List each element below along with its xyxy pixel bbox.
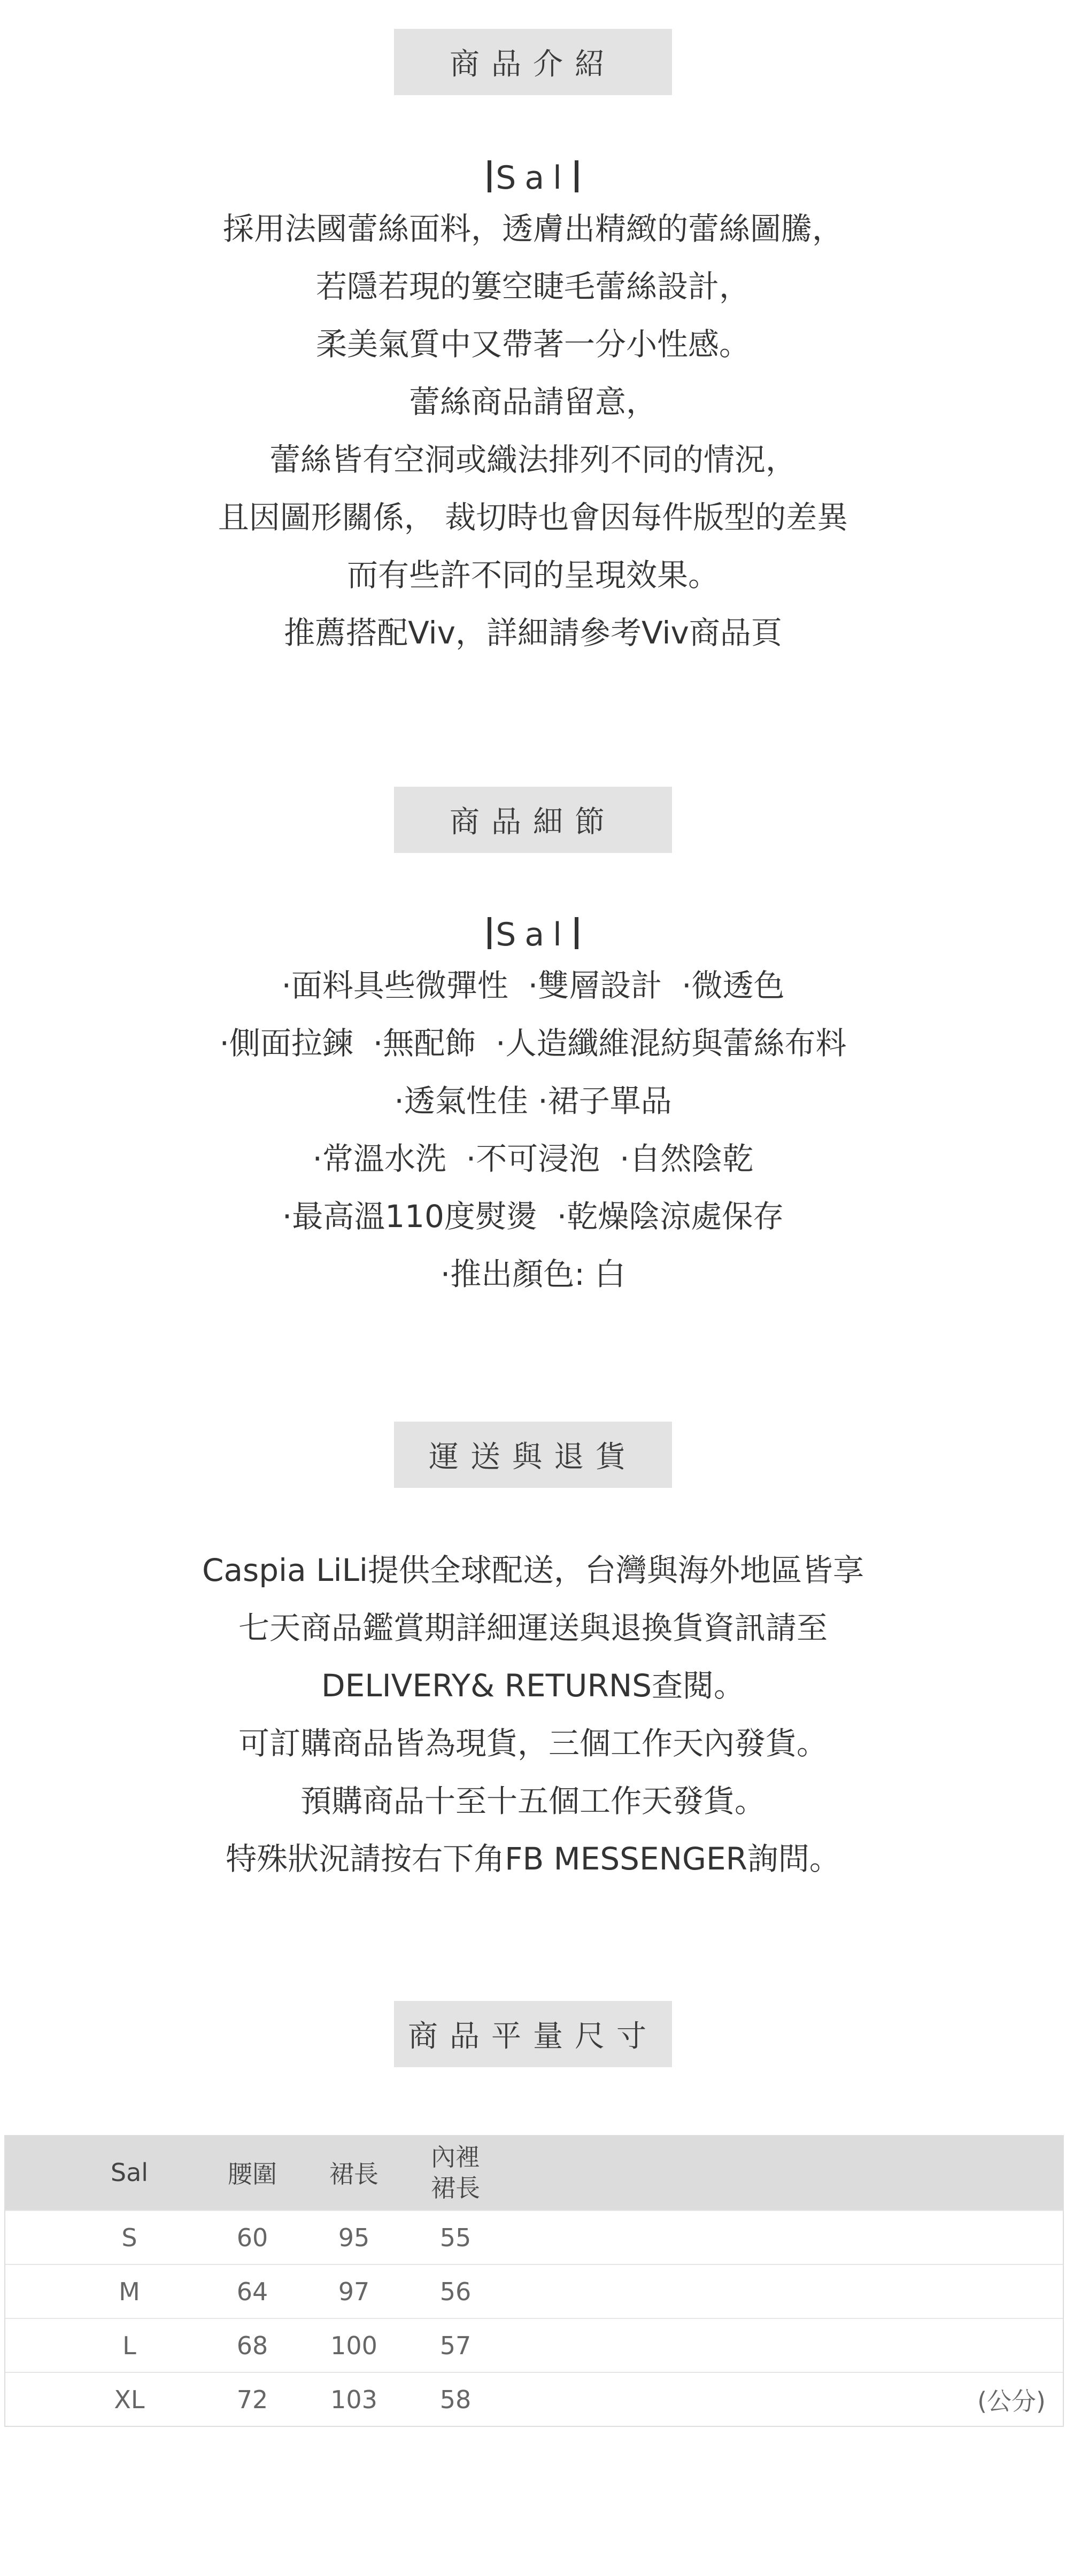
col-header-skirt-length: 裙長	[329, 2160, 378, 2189]
unit-label: (公分)	[977, 2386, 1046, 2416]
details-line: ·常溫水洗 ·不可浸泡 ·自然陰乾	[312, 1140, 754, 1177]
table-row	[5, 2372, 1063, 2426]
section-header-details: 商品細節	[394, 787, 672, 853]
waist-cell: 64	[236, 2277, 268, 2306]
skirt-length-cell: 103	[330, 2385, 377, 2414]
intro-line: 柔美氣質中又帶著一分小性感。	[315, 326, 750, 362]
skirt-length-cell: 100	[330, 2331, 377, 2360]
shipping-line: 可訂購商品皆為現貨，三個工作天內發貨。	[238, 1725, 828, 1762]
lining-length-cell: 56	[439, 2277, 472, 2306]
size-cell: S	[121, 2223, 137, 2252]
product-name-text: Sal	[496, 159, 570, 197]
divider-bar	[488, 917, 491, 949]
size-cell: L	[122, 2331, 136, 2360]
size-cell: M	[119, 2277, 140, 2306]
shipping-line: 預購商品十至十五個工作天發貨。	[300, 1783, 766, 1819]
table-row	[5, 2264, 1063, 2318]
divider-bar	[575, 917, 578, 949]
divider-bar	[575, 160, 578, 192]
product-name	[0, 154, 1066, 202]
intro-line: 若隱若現的簍空睫毛蕾絲設計，	[315, 268, 750, 305]
details-line: ·推出顏色: 白	[440, 1256, 626, 1292]
intro-block	[0, 154, 1066, 662]
col-header-lining-line2: 裙長	[431, 2174, 480, 2202]
shipping-block	[0, 1541, 1066, 1888]
waist-cell: 72	[236, 2385, 268, 2414]
waist-cell: 68	[236, 2331, 268, 2360]
col-header-lining-length	[402, 2135, 509, 2210]
size-table	[4, 2135, 1064, 2427]
intro-line: 採用法國蕾絲面料，透膚出精緻的蕾絲圖騰，	[222, 211, 843, 247]
col-header-lining-line1: 內裡	[431, 2143, 480, 2171]
lining-length-cell: 57	[439, 2331, 472, 2360]
divider-bar	[488, 160, 491, 192]
details-line: ·最高溫110度熨燙 ·乾燥陰涼處保存	[282, 1198, 784, 1235]
skirt-length-cell: 95	[338, 2223, 370, 2252]
shipping-line: 七天商品鑑賞期詳細運送與退換貨資訊請至	[238, 1610, 828, 1646]
section-header-intro: 商品介紹	[394, 29, 672, 95]
size-table-header	[5, 2135, 1063, 2210]
intro-line: 蕾絲商品請留意，	[408, 384, 657, 420]
shipping-line: DELIVERY& RETURNS查閱。	[321, 1667, 745, 1704]
shipping-line: 特殊狀況請按右下角FB MESSENGER詢問。	[226, 1841, 840, 1877]
section-header-shipping: 運送與退貨	[394, 1422, 672, 1488]
intro-line: 推薦搭配Viv，詳細請參考Viv商品頁	[284, 615, 782, 651]
section-header-size: 商品平量尺寸	[394, 2001, 672, 2067]
lining-length-cell: 58	[439, 2385, 472, 2414]
details-line: ·透氣性佳 ·裙子單品	[394, 1083, 672, 1119]
lining-length-cell: 55	[439, 2223, 472, 2252]
waist-cell: 60	[236, 2223, 268, 2252]
details-line: ·側面拉鍊 ·無配飾 ·人造纖維混紡與蕾絲布料	[219, 1025, 847, 1061]
size-cell: XL	[114, 2385, 145, 2414]
col-header-size: Sal	[110, 2158, 149, 2187]
intro-line: 蕾絲皆有空洞或織法排列不同的情況，	[269, 441, 797, 478]
product-name-text: Sal	[496, 916, 570, 953]
details-line: ·面料具些微彈性 ·雙層設計 ·微透色	[281, 967, 785, 1004]
table-row	[5, 2318, 1063, 2372]
intro-line: 而有些許不同的呈現效果。	[346, 557, 719, 593]
shipping-line: Caspia LiLi提供全球配送，台灣與海外地區皆享	[202, 1552, 864, 1588]
product-name	[0, 911, 1066, 959]
skirt-length-cell: 97	[338, 2277, 370, 2306]
intro-line: 且因圖形關係， 裁切時也會因每件版型的差異	[218, 499, 848, 536]
details-block	[0, 911, 1066, 1303]
col-header-waist: 腰圍	[228, 2160, 277, 2189]
table-row	[5, 2210, 1063, 2264]
